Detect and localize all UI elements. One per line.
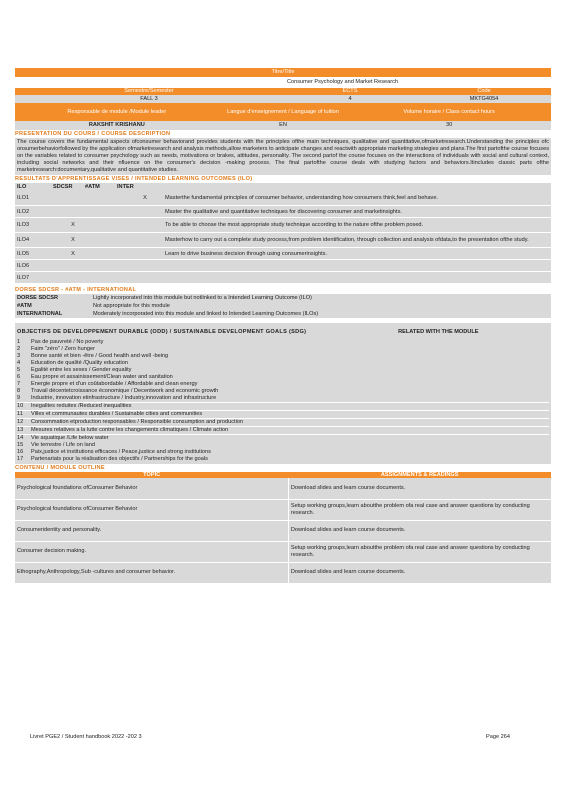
sdg-number: 9 <box>17 395 21 402</box>
legend-row <box>15 294 551 302</box>
ilo-atm-mark <box>91 272 127 284</box>
ilo-text <box>163 272 551 284</box>
title-label: Titre/Title <box>271 69 295 76</box>
legend-text: Lightly incorporated into this module but notlinked to a Intended Learning Outcome (ILO) <box>93 295 312 302</box>
sdg-text: Faim "zéro" / Zero hunger <box>31 346 95 353</box>
sdg-item <box>17 427 549 435</box>
sdg-text: Bonne santé et bien -être / Good health and well -being <box>31 353 169 360</box>
code-value: MKTG4054 <box>469 95 499 102</box>
sdg-number: 5 <box>17 367 21 374</box>
sdg-number: 1 <box>17 339 21 346</box>
ilo-inter-mark <box>127 218 163 233</box>
page-footer <box>30 734 510 741</box>
legend-row <box>15 302 551 310</box>
legend-table <box>15 294 551 318</box>
sdg-text: Mesures relatives a la lutte contre les changements climatiques / Climate action <box>31 427 229 434</box>
ilo-id: ILO7 <box>15 272 55 284</box>
outline-assignment: Download slides and learn course documents. <box>288 520 551 541</box>
ilo-docsr-mark <box>55 272 91 284</box>
sdg-item <box>17 388 549 395</box>
sdg-text: Vie terrestre / Life on land <box>31 442 95 449</box>
outline-assignment: Download slides and learn course documents. <box>288 478 551 499</box>
title-value-row <box>15 77 551 88</box>
legend-text: Moderately incorporated into this module and linked to Intended Learning Outcomes (ILOs) <box>93 311 319 318</box>
ilo-row <box>15 260 551 272</box>
ilo-docsr-mark <box>55 206 91 218</box>
ilo-row <box>15 272 551 284</box>
outline-assignment: Setup working groups,learn aboutthe problem ofa real case and answer questions by conducting research. <box>288 499 551 520</box>
sdg-number: 17 <box>17 456 24 463</box>
sdg-item <box>17 360 549 367</box>
outline-topic: Psychological foundations ofConsumer Behavior <box>15 499 288 520</box>
ilo-table <box>15 191 551 285</box>
ilo-atm-mark <box>91 206 127 218</box>
docsr-col-label: SDCSR <box>53 183 73 190</box>
ilo-row <box>15 248 551 260</box>
sdg-item <box>17 374 549 381</box>
ilo-id: ILO3 <box>15 218 55 233</box>
atm-col-label: #ATM <box>85 183 100 190</box>
presentation-text: The course covers the fundamental aspects ofconsumer behaviorand provides students with the principles ofthe main techniques, qualitative and quantitative,ofmarketresearch.Understanding the principles ofc onsumerbehaviorfollowed by the application ofmarketresearch and analysis methods,allow marketers to anticipate changes and reactwith appropriate marketing strategies and plans.The first partofthe course focuses on the variables related to consumer psychology such as needs, motivations or brakes, attitudes, personality. The second partof the course focuses on the interactions of individuals with social and cultural context, including social networks and their nfluence on the consumer's decision -making process. The final partofthe course deals with studying factors and behaviors.Itincludes classic parts ofthe marketresearch:documentary,qualitative and quantitative studies. <box>17 139 549 173</box>
presentation-heading: PRESENTATION DU COURS / COURSE DESCRIPTION <box>15 130 171 137</box>
outline-topic: Psychological foundations ofConsumer Behavior <box>15 478 288 499</box>
responsible-value: RAKSHIT KRISHANU <box>88 122 145 129</box>
language-label: Langue d'enseignement / Language of tuition <box>227 108 339 115</box>
ilo-row <box>15 206 551 218</box>
outline-row <box>15 541 551 562</box>
sdg-block <box>15 323 551 464</box>
sdg-item <box>17 403 549 411</box>
ilo-row <box>15 218 551 233</box>
outline-row <box>15 478 551 499</box>
footer-page-number: Page 264 <box>486 734 510 740</box>
assign-col-label: ASSIGNMENTS & READINGS <box>380 471 459 478</box>
legend-key: #ATM <box>17 303 32 310</box>
outline-heading: CONTENU / MODULE OUTLINE <box>15 464 105 471</box>
sdg-number: 16 <box>17 449 24 456</box>
responsible-value-row <box>15 121 551 130</box>
sdg-text: Partenariats pour la réalisation des objectifs / Partnerships for the goals <box>31 456 208 463</box>
ilo-id: ILO5 <box>15 248 55 260</box>
sdg-item <box>17 395 549 403</box>
outline-assignment: Setup working groups,learn aboutthe problem ofa real case and answer questions by conducting research. <box>288 541 551 562</box>
sdg-number: 2 <box>17 346 21 353</box>
sdg-item <box>17 449 549 456</box>
sdg-text: Energie propre et d'un coûtabordable / Affordable and clean energy <box>31 381 198 388</box>
sdg-number: 3 <box>17 353 21 360</box>
ilo-text: To be able to choose the most appropriate study technique according to the nature ofthe problem posed. <box>163 218 551 233</box>
sdg-item <box>17 367 549 374</box>
sdg-item <box>17 442 549 449</box>
sdg-text: Eau propre et assainissement/Clean water and sanitation <box>31 374 173 381</box>
sdg-number: 15 <box>17 442 24 449</box>
legend-row <box>15 310 551 318</box>
legend-heading: DORSE SDCSR - #ATM - INTERNATIONAL <box>15 287 137 294</box>
sdg-number: 7 <box>17 381 21 388</box>
course-sheet <box>15 68 551 584</box>
sdg-number: 12 <box>17 419 24 426</box>
ilo-row <box>15 191 551 206</box>
ilo-docsr-mark: X <box>55 233 91 248</box>
sdg-item <box>17 435 549 442</box>
outline-row <box>15 562 551 583</box>
sdg-item <box>17 419 549 427</box>
topic-col-label: TOPIC <box>143 471 161 478</box>
sdg-item <box>17 411 549 419</box>
sdg-text: Travail décentetcroissance économique / Decentwork and economic growth <box>31 388 219 395</box>
ilo-text: Master the qualitative and quantitative techniques for discovering consumer and marketinsights. <box>163 206 551 218</box>
footer-left: Livret PGE2 / Student handbook 2022 -202 3 <box>30 734 142 740</box>
outline-table <box>15 478 551 584</box>
sdg-text: Inegalites reduites /Reduced inequalities <box>31 403 132 410</box>
ects-value: 4 <box>348 95 352 102</box>
outline-row <box>15 499 551 520</box>
sdg-text: Consommation etproduction responsables / Responsible consumption and production <box>31 419 244 426</box>
ilo-row <box>15 233 551 248</box>
ilo-text: Learn to drive business decision through using consumerinsights. <box>163 248 551 260</box>
ilo-atm-mark <box>91 248 127 260</box>
sdg-item <box>17 346 549 353</box>
legend-text: Not appropriate for this module <box>93 303 170 310</box>
code-label: Code <box>477 88 491 95</box>
meta-label-row <box>15 88 551 95</box>
sdg-number: 8 <box>17 388 21 395</box>
course-title: Consumer Psychology and Market Research <box>287 79 398 86</box>
semester-label: Semestre/Semester <box>124 88 174 95</box>
sdg-number: 11 <box>17 411 23 418</box>
outline-topic: Consumeridentity and personality. <box>15 520 288 541</box>
volume-value: 30 <box>446 122 453 129</box>
sdg-number: 4 <box>17 360 21 367</box>
sdg-text: Egalité entre les sexes / Gender equality <box>31 367 132 374</box>
sdg-item <box>17 456 549 463</box>
sdg-number: 10 <box>17 403 24 410</box>
outline-assignment: Download slides and learn course documents. <box>288 562 551 583</box>
sdg-text: Pas de pauvreté / No poverty <box>31 339 104 346</box>
semester-value: FALL 3 <box>140 95 158 102</box>
sdg-number: 14 <box>17 435 24 442</box>
ilo-text: Masterhow to carry out a complete study process,from problem identification, through collection and analysis ofdata,to the presentation ofthe study. <box>163 233 551 248</box>
outline-topic: Consumer decision making. <box>15 541 288 562</box>
sdg-number: 6 <box>17 374 21 381</box>
ects-label: ECTS <box>342 88 358 95</box>
ilo-heading: RESULTATS D'APPRENTISSAGE VISES / INTENDED LEARNING OUTCOMES (ILO) <box>15 175 253 182</box>
title-label-row <box>15 68 551 77</box>
ilo-header-row <box>15 183 551 191</box>
ilo-inter-mark <box>127 233 163 248</box>
sdg-heading: OBJECTIFS DE DEVELOPPEMENT DURABLE (ODD) / SUSTAINABLE DEVELOPMENT GOALS (SDG) <box>17 329 307 336</box>
sdg-number: 13 <box>17 427 24 434</box>
sdg-text: Industrie, innovation etinfrastructure / Industry,innovation and infrastructure <box>31 395 217 402</box>
ilo-docsr-mark <box>55 260 91 272</box>
ilo-inter-mark <box>127 260 163 272</box>
sdg-item <box>17 353 549 360</box>
ilo-docsr-mark: X <box>55 248 91 260</box>
volume-label: Volume horaire / Class contact hours <box>403 108 495 115</box>
ilo-inter-mark: X <box>127 191 163 206</box>
ilo-id: ILO1 <box>15 191 55 206</box>
sdg-text: Vie aquatique /Life below water <box>31 435 109 442</box>
ilo-atm-mark <box>91 233 127 248</box>
sdg-text: Paix,justice et institutions efficaces / Peace,justice and strong institutions <box>31 449 211 456</box>
sdg-text: Villes et communautes durables / Sustainable cities and communities <box>31 411 203 418</box>
ilo-id: ILO2 <box>15 206 55 218</box>
inter-col-label: INTER <box>117 183 134 190</box>
language-value: EN <box>279 122 287 129</box>
ilo-id: ILO4 <box>15 233 55 248</box>
ilo-atm-mark <box>91 191 127 206</box>
ilo-docsr-mark <box>55 191 91 206</box>
legend-key: DORSE SDCSR <box>17 295 59 302</box>
responsible-label: Responsable de module /Module leader <box>67 108 167 115</box>
meta-value-row <box>15 95 551 103</box>
sdg-text: Education de qualité /Quality education <box>31 360 129 367</box>
ilo-col-label: ILO <box>17 183 27 190</box>
sdg-item <box>17 339 549 346</box>
outline-topic: Ethography,Anthropology,Sub -cultures and consumer behavior. <box>15 562 288 583</box>
outline-header-row <box>15 472 551 478</box>
sdg-related-label: RELATED WITH THE MODULE <box>398 329 479 336</box>
outline-row <box>15 520 551 541</box>
responsible-label-row <box>15 103 551 121</box>
ilo-id: ILO6 <box>15 260 55 272</box>
ilo-atm-mark <box>91 218 127 233</box>
sdg-list <box>17 339 549 463</box>
ilo-inter-mark <box>127 248 163 260</box>
ilo-inter-mark <box>127 272 163 284</box>
ilo-text: Masterthe fundamental principles of consumer behavior, understanding how consumers think,feel and behave. <box>163 191 551 206</box>
sdg-item <box>17 381 549 388</box>
ilo-inter-mark <box>127 206 163 218</box>
ilo-docsr-mark: X <box>55 218 91 233</box>
legend-key: INTERNATIONAL <box>17 311 63 318</box>
ilo-atm-mark <box>91 260 127 272</box>
ilo-text <box>163 260 551 272</box>
